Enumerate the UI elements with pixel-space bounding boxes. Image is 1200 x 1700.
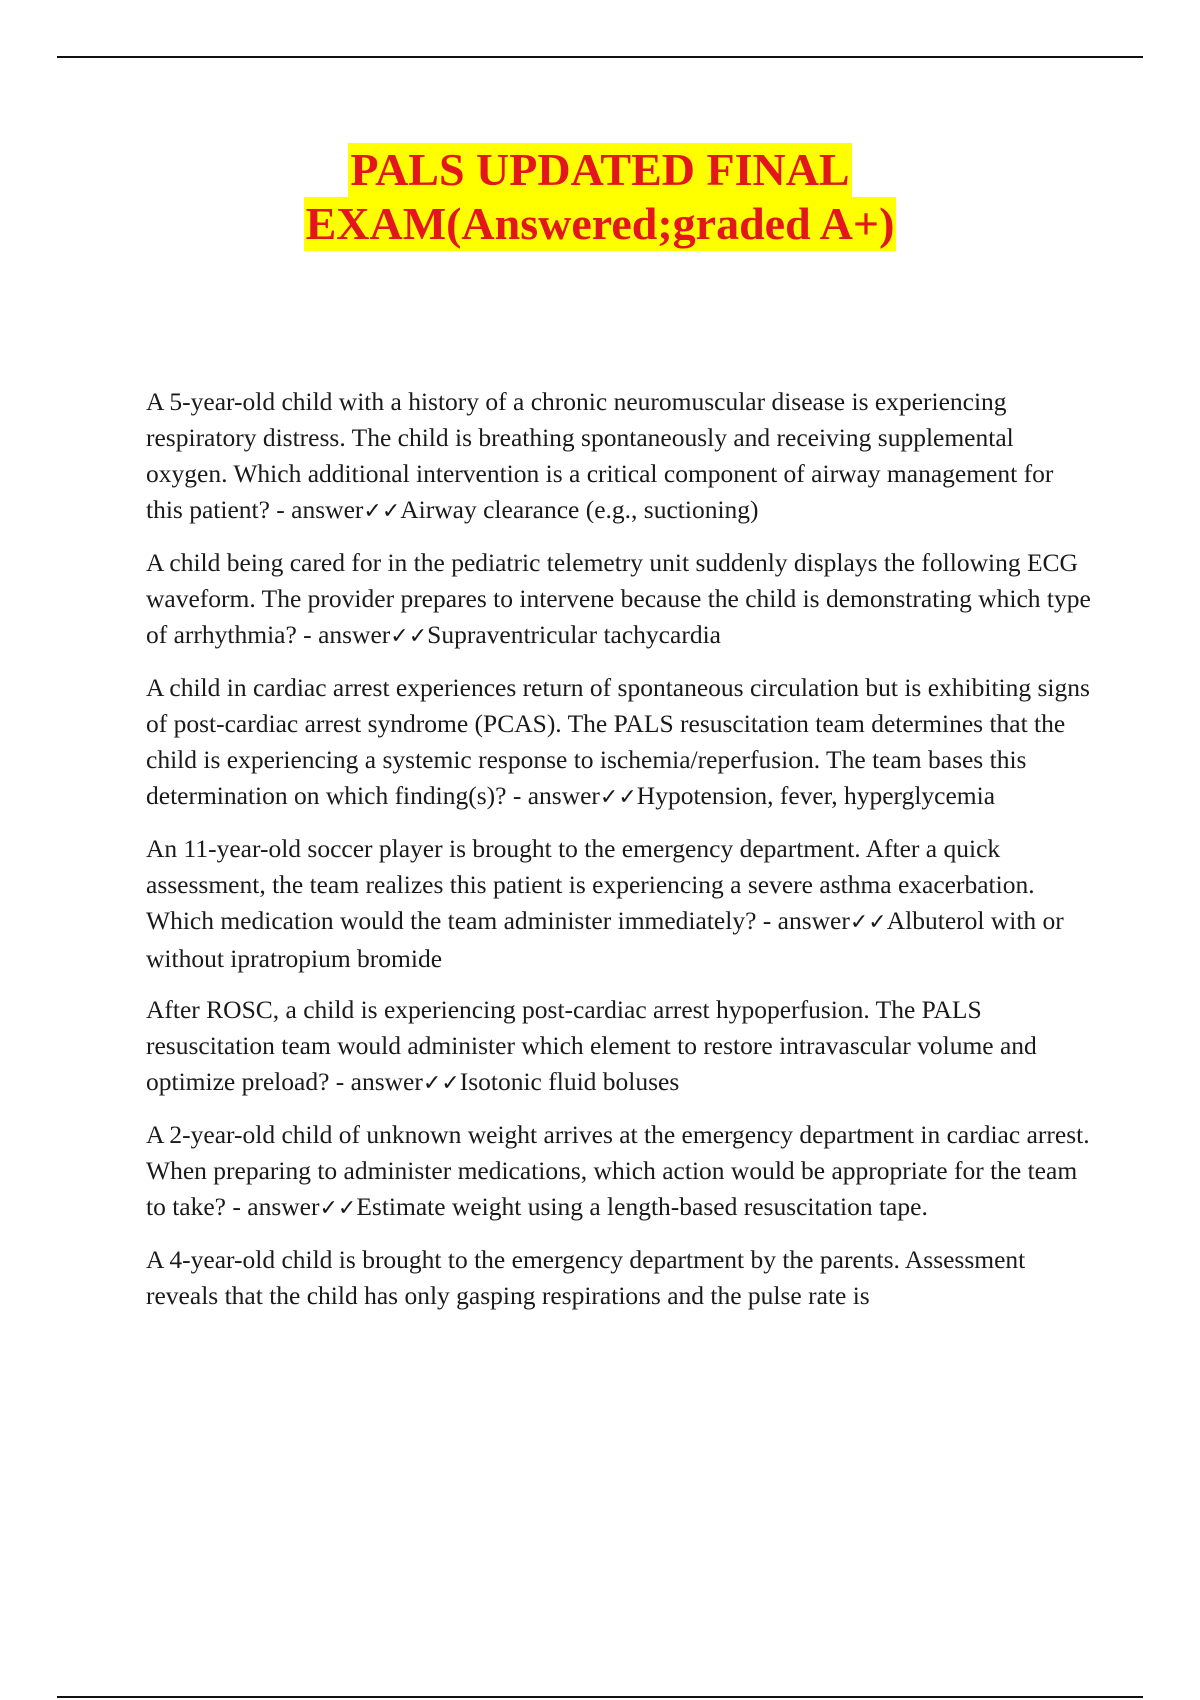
question-item: [146, 384, 1091, 530]
answer-text: Estimate weight using a length-based resuscitation tape.: [356, 1192, 928, 1221]
question-item: [146, 545, 1091, 655]
question-item: [146, 1117, 1091, 1227]
question-text: A child being cared for in the pediatric telemetry unit suddenly displays the following ECG waveform. The provider prepares to intervene because the child is demonstrating which type of arrhythmia? -: [146, 548, 1091, 649]
question-list: [146, 384, 1091, 1329]
bottom-rule: [57, 1696, 1143, 1698]
check-marks-icon: ✓✓: [363, 499, 401, 524]
check-marks-icon: ✓✓: [319, 1196, 357, 1221]
top-rule: [57, 56, 1143, 58]
answer-text: Isotonic fluid boluses: [459, 1067, 680, 1096]
answer-text: Airway clearance (e.g., suctioning): [400, 495, 759, 524]
title-line-1: PALS UPDATED FINAL: [350, 144, 850, 195]
question-text: A 5-year-old child with a history of a chronic neuromuscular disease is experiencing respiratory distress. The child is breathing spontaneously and receiving supplemental oxygen. Which additional intervention is a critical component of airway management for this patient? -: [146, 387, 1054, 524]
answer-label: answer: [777, 906, 850, 935]
question-text: An 11-year-old soccer player is brought to the emergency department. After a quick assessment, the team realizes this patient is experiencing a severe asthma exacerbation. Which medication would the team administer immediately? -: [146, 834, 1035, 935]
check-marks-icon: ✓✓: [599, 785, 637, 810]
question-text: A child in cardiac arrest experiences return of spontaneous circulation but is exhibiting signs of post-cardiac arrest syndrome (PCAS). The PALS resuscitation team determines that the child is experiencing a systemic response to ischemia/reperfusion. The team bases this determination on which finding(s)? -: [146, 673, 1090, 810]
answer-label: answer: [291, 495, 364, 524]
question-text: After ROSC, a child is experiencing post-cardiac arrest hypoperfusion. The PALS resuscitation team would administer which element to restore intravascular volume and optimize preload? -: [146, 995, 1037, 1096]
answer-label: answer: [350, 1067, 423, 1096]
title-line-2: EXAM(Answered;graded A+): [305, 198, 895, 249]
answer-text: Hypotension, fever, hyperglycemia: [636, 781, 996, 810]
question-item: [146, 670, 1091, 816]
check-marks-icon: ✓✓: [390, 624, 428, 649]
question-text: A 2-year-old child of unknown weight arrives at the emergency department in cardiac arrest. When preparing to administer medications, which action would be appropriate for the team to take? -: [146, 1120, 1090, 1221]
answer-label: answer: [318, 620, 391, 649]
check-marks-icon: ✓✓: [849, 910, 887, 935]
answer-text: Albuterol with or without ipratropium bromide: [146, 906, 1064, 973]
answer-text: Supraventricular tachycardia: [427, 620, 721, 649]
question-item: [146, 992, 1091, 1102]
check-marks-icon: ✓✓: [422, 1071, 460, 1096]
answer-label: answer: [247, 1192, 320, 1221]
question-text: A 4-year-old child is brought to the emergency department by the parents. Assessment reveals that the child has only gasping respirations and the pulse rate is: [146, 1245, 1026, 1310]
question-item: [146, 831, 1091, 977]
question-item-continued: [146, 1242, 1091, 1314]
document-title: [0, 143, 1200, 251]
answer-label: answer: [527, 781, 600, 810]
